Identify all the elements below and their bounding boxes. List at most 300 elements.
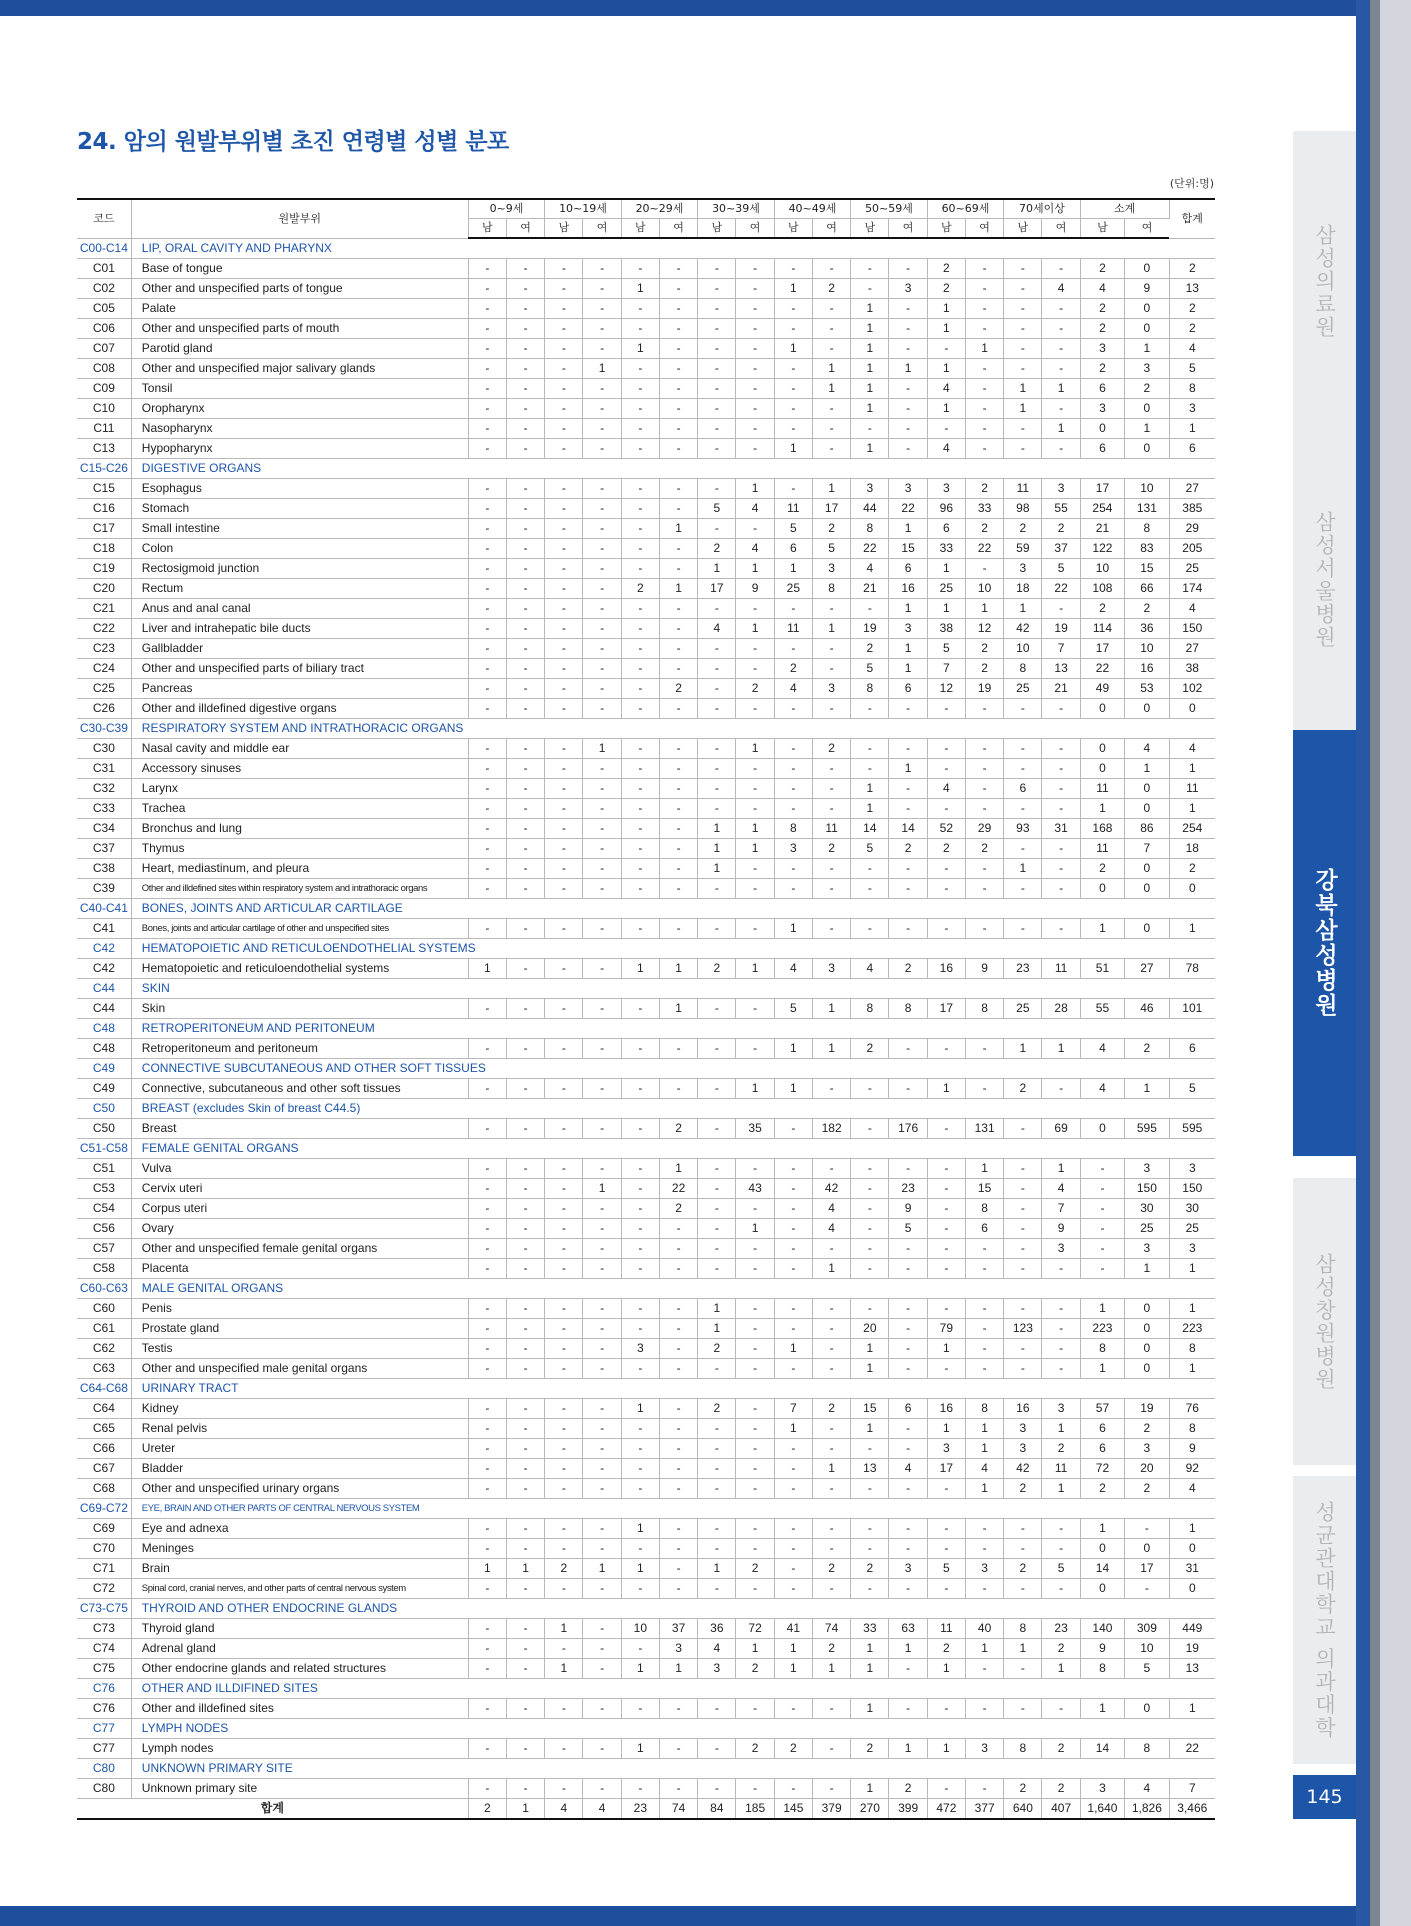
cell-value: 2 xyxy=(812,739,850,759)
cell-value: - xyxy=(889,299,927,319)
cell-value: 1 xyxy=(812,1459,850,1479)
cell-value: 2 xyxy=(1125,599,1169,619)
cell-value: - xyxy=(774,1259,812,1279)
side-tab[interactable]: 삼성서울병원 xyxy=(1293,430,1356,730)
side-tab[interactable]: 성균관대학교 의과대학 xyxy=(1293,1476,1356,1764)
cell-value: 5 xyxy=(889,1219,927,1239)
cell-value: - xyxy=(583,839,621,859)
site-name: Lymph nodes xyxy=(131,1739,468,1759)
table-row xyxy=(77,1319,1215,1339)
cell-value: - xyxy=(545,339,583,359)
cell-value: - xyxy=(621,499,659,519)
cell-value: 1 xyxy=(851,319,889,339)
cell-value: 3 xyxy=(927,479,965,499)
cell-value: 1 xyxy=(889,1639,927,1659)
cell-value: - xyxy=(583,499,621,519)
cell-value: - xyxy=(889,1659,927,1679)
cell-value: - xyxy=(1004,299,1042,319)
cell-value: - xyxy=(468,1579,506,1599)
cell-value: 2 xyxy=(621,579,659,599)
site-name: Other and unspecified urinary organs xyxy=(131,1479,468,1499)
cell-value: 2 xyxy=(1042,1739,1080,1759)
cell-value: - xyxy=(1042,1539,1080,1559)
cell-value: - xyxy=(621,299,659,319)
cell-value: - xyxy=(583,299,621,319)
cell-value: - xyxy=(545,1239,583,1259)
table-row xyxy=(77,1219,1215,1239)
group-name: MALE GENITAL ORGANS xyxy=(131,1279,1215,1299)
cell-value: 6 xyxy=(1004,779,1042,799)
cell-value: 15 xyxy=(1125,559,1169,579)
cell-value: - xyxy=(468,579,506,599)
site-name: Gallbladder xyxy=(131,639,468,659)
group-code: C50 xyxy=(77,1099,131,1119)
cell-value: 3 xyxy=(1169,399,1215,419)
table-row xyxy=(77,679,1215,699)
cell-value: 3 xyxy=(965,1739,1003,1759)
cell-value: 11 xyxy=(774,619,812,639)
cell-value: 2 xyxy=(1125,1039,1169,1059)
cell-value: - xyxy=(583,679,621,699)
cell-value: 254 xyxy=(1080,499,1124,519)
cell-value: 0 xyxy=(1080,419,1124,439)
cell-value: - xyxy=(545,599,583,619)
cell-value: - xyxy=(812,1159,850,1179)
cell-value: 4 xyxy=(1169,1479,1215,1499)
cell-value: 1 xyxy=(851,1639,889,1659)
cell-value: 10 xyxy=(1125,639,1169,659)
cell-value: - xyxy=(965,1079,1003,1099)
cell-value: - xyxy=(545,1399,583,1419)
cell-value: 2 xyxy=(1042,1639,1080,1659)
table-row xyxy=(77,1259,1215,1279)
cell-value: 4 xyxy=(698,619,736,639)
cell-value: - xyxy=(927,1119,965,1139)
header-female: 여 xyxy=(1042,219,1080,239)
cell-value: - xyxy=(659,739,697,759)
cell-value: 0 xyxy=(1125,1339,1169,1359)
cell-value: 25 xyxy=(1004,679,1042,699)
cell-value: 6 xyxy=(1080,379,1124,399)
site-code: C72 xyxy=(77,1579,131,1599)
cell-value: - xyxy=(736,259,774,279)
group-name: HEMATOPOIETIC AND RETICULOENDOTHELIAL SYSTEMS xyxy=(131,939,1215,959)
cell-value: - xyxy=(812,599,850,619)
cell-value: - xyxy=(927,739,965,759)
cell-value: 2 xyxy=(965,479,1003,499)
side-tab[interactable]: 삼성의료원 xyxy=(1293,131,1356,431)
cell-value: - xyxy=(545,919,583,939)
cell-value: - xyxy=(889,1339,927,1359)
cell-value: 1 xyxy=(812,1659,850,1679)
table-row xyxy=(77,279,1215,299)
cell-value: - xyxy=(1042,359,1080,379)
cell-value: 17 xyxy=(1080,639,1124,659)
group-row xyxy=(77,979,1215,999)
cell-value: 1 xyxy=(812,999,850,1019)
cell-value: 1 xyxy=(812,1259,850,1279)
cell-value: - xyxy=(965,1699,1003,1719)
cell-value: 69 xyxy=(1042,1119,1080,1139)
cell-value: - xyxy=(659,919,697,939)
cell-value: 1 xyxy=(774,559,812,579)
cell-value: 1 xyxy=(1169,799,1215,819)
cell-value: 30 xyxy=(1169,1199,1215,1219)
cell-value: - xyxy=(506,839,544,859)
cell-value: 8 xyxy=(1004,1619,1042,1639)
cell-value: - xyxy=(468,779,506,799)
cell-value: 1 xyxy=(1169,1299,1215,1319)
site-name: Other and unspecified major salivary glands xyxy=(131,359,468,379)
cell-value: 19 xyxy=(1125,1399,1169,1419)
cell-value: - xyxy=(698,1219,736,1239)
cell-value: - xyxy=(851,699,889,719)
cell-value: - xyxy=(659,659,697,679)
cell-value: 17 xyxy=(927,1459,965,1479)
cell-value: 1 xyxy=(468,1559,506,1579)
cell-value: - xyxy=(468,999,506,1019)
group-code: C15-C26 xyxy=(77,459,131,479)
cell-value: 17 xyxy=(812,499,850,519)
cell-value: - xyxy=(621,259,659,279)
cell-value: - xyxy=(889,859,927,879)
cell-value: 123 xyxy=(1004,1319,1042,1339)
cell-value: - xyxy=(965,299,1003,319)
cell-value: - xyxy=(851,1439,889,1459)
cell-value: 0 xyxy=(1125,919,1169,939)
cell-value: 93 xyxy=(1004,819,1042,839)
cell-value: - xyxy=(468,1619,506,1639)
cell-value: - xyxy=(621,359,659,379)
cell-value: - xyxy=(1004,1579,1042,1599)
cell-value: - xyxy=(659,1559,697,1579)
cell-value: - xyxy=(736,279,774,299)
table-row xyxy=(77,1619,1215,1639)
cell-value: - xyxy=(1042,1339,1080,1359)
cell-value: - xyxy=(927,1239,965,1259)
cell-value: - xyxy=(927,919,965,939)
cell-value: 4 xyxy=(736,539,774,559)
site-name: Other endocrine glands and related structures xyxy=(131,1659,468,1679)
table-row xyxy=(77,1179,1215,1199)
cell-value: 4 xyxy=(1125,739,1169,759)
site-name: Nasopharynx xyxy=(131,419,468,439)
cell-value: - xyxy=(506,1199,544,1219)
cell-value: - xyxy=(698,1359,736,1379)
cell-value: - xyxy=(1004,1539,1042,1559)
cell-value: - xyxy=(736,439,774,459)
cell-value: 19 xyxy=(1169,1639,1215,1659)
cell-value: 1 xyxy=(1042,1419,1080,1439)
cell-value: - xyxy=(851,1079,889,1099)
cell-value: 1 xyxy=(1080,799,1124,819)
site-code: C64 xyxy=(77,1399,131,1419)
header-age-group: 30~39세 xyxy=(698,199,775,219)
cell-value: 1 xyxy=(851,339,889,359)
site-code: C60 xyxy=(77,1299,131,1319)
total-value: 4 xyxy=(583,1799,621,1820)
cell-value: - xyxy=(965,1339,1003,1359)
cell-value: - xyxy=(545,1179,583,1199)
group-name: OTHER AND ILLDIFINED SITES xyxy=(131,1679,1215,1699)
group-row xyxy=(77,1499,1215,1519)
cell-value: 2 xyxy=(545,1559,583,1579)
cell-value: - xyxy=(659,1079,697,1099)
header-male: 남 xyxy=(545,219,583,239)
cell-value: 22 xyxy=(659,1179,697,1199)
cell-value: 1 xyxy=(927,359,965,379)
table-row xyxy=(77,419,1215,439)
cell-value: 11 xyxy=(1080,839,1124,859)
cell-value: 10 xyxy=(1080,559,1124,579)
cell-value: 23 xyxy=(1004,959,1042,979)
site-code: C16 xyxy=(77,499,131,519)
cell-value: - xyxy=(506,1479,544,1499)
cell-value: - xyxy=(506,1159,544,1179)
cell-value: - xyxy=(468,1699,506,1719)
cell-value: - xyxy=(774,879,812,899)
cell-value: - xyxy=(1004,1359,1042,1379)
group-row xyxy=(77,1019,1215,1039)
cell-value: 55 xyxy=(1042,499,1080,519)
cell-value: - xyxy=(468,339,506,359)
site-code: C37 xyxy=(77,839,131,859)
cell-value: 1 xyxy=(774,279,812,299)
cell-value: - xyxy=(506,639,544,659)
cell-value: - xyxy=(621,1699,659,1719)
cell-value: - xyxy=(774,1319,812,1339)
site-name: Skin xyxy=(131,999,468,1019)
cell-value: - xyxy=(1004,1339,1042,1359)
cell-value: - xyxy=(774,1479,812,1499)
cell-value: - xyxy=(736,659,774,679)
cell-value: - xyxy=(468,419,506,439)
cell-value: 16 xyxy=(927,959,965,979)
cell-value: - xyxy=(659,379,697,399)
header-total: 합계 xyxy=(1169,199,1215,238)
cell-value: - xyxy=(583,1119,621,1139)
cell-value: 5 xyxy=(927,639,965,659)
header-age-group: 40~49세 xyxy=(774,199,851,219)
cell-value: - xyxy=(1080,1239,1124,1259)
site-name: Other and unspecified parts of mouth xyxy=(131,319,468,339)
cell-value: - xyxy=(736,1399,774,1419)
cell-value: - xyxy=(851,859,889,879)
group-row xyxy=(77,719,1215,739)
cell-value: 1 xyxy=(736,479,774,499)
cell-value: 2 xyxy=(659,1199,697,1219)
cell-value: - xyxy=(965,739,1003,759)
cell-value: 92 xyxy=(1169,1459,1215,1479)
cell-value: - xyxy=(965,1579,1003,1599)
cell-value: - xyxy=(698,259,736,279)
cell-value: - xyxy=(1004,439,1042,459)
cell-value: - xyxy=(965,419,1003,439)
cell-value: 6 xyxy=(774,539,812,559)
site-name: Kidney xyxy=(131,1399,468,1419)
cell-value: - xyxy=(545,399,583,419)
cell-value: 21 xyxy=(851,579,889,599)
cell-value: - xyxy=(583,1039,621,1059)
cell-value: - xyxy=(1080,1259,1124,1279)
cell-value: - xyxy=(965,399,1003,419)
cell-value: - xyxy=(659,499,697,519)
cell-value: - xyxy=(583,399,621,419)
cell-value: - xyxy=(889,339,927,359)
cell-value: - xyxy=(583,999,621,1019)
group-name: SKIN xyxy=(131,979,1215,999)
cell-value: - xyxy=(583,1359,621,1379)
cell-value: - xyxy=(545,659,583,679)
cell-value: - xyxy=(468,1199,506,1219)
table-row xyxy=(77,439,1215,459)
header-male: 남 xyxy=(1080,219,1124,239)
cell-value: - xyxy=(812,1419,850,1439)
cell-value: - xyxy=(774,1439,812,1459)
site-name: Ovary xyxy=(131,1219,468,1239)
cell-value: - xyxy=(965,1299,1003,1319)
cell-value: - xyxy=(851,1119,889,1139)
cell-value: 4 xyxy=(851,959,889,979)
cell-value: 2 xyxy=(851,639,889,659)
site-name: Nasal cavity and middle ear xyxy=(131,739,468,759)
cell-value: - xyxy=(736,1299,774,1319)
site-code: C73 xyxy=(77,1619,131,1639)
cell-value: 1 xyxy=(812,359,850,379)
cell-value: 5 xyxy=(927,1559,965,1579)
group-code: C49 xyxy=(77,1059,131,1079)
cell-value: - xyxy=(506,339,544,359)
cell-value: - xyxy=(506,1079,544,1099)
cell-value: 1 xyxy=(1004,1039,1042,1059)
site-code: C19 xyxy=(77,559,131,579)
table-row xyxy=(77,779,1215,799)
cell-value: - xyxy=(774,1699,812,1719)
table-body xyxy=(77,238,1215,1819)
site-code: C58 xyxy=(77,1259,131,1279)
cell-value: 1 xyxy=(621,1559,659,1579)
cell-value: - xyxy=(812,1779,850,1799)
cell-value: 1 xyxy=(1080,919,1124,939)
cell-value: 1 xyxy=(583,359,621,379)
cell-value: - xyxy=(545,499,583,519)
cell-value: - xyxy=(698,759,736,779)
cell-value: - xyxy=(621,659,659,679)
cell-value: 49 xyxy=(1080,679,1124,699)
cell-value: - xyxy=(659,419,697,439)
group-row xyxy=(77,1099,1215,1119)
cell-value: 1 xyxy=(889,659,927,679)
cell-value: - xyxy=(889,1079,927,1099)
cell-value: - xyxy=(965,759,1003,779)
cell-value: - xyxy=(468,399,506,419)
cell-value: 131 xyxy=(1125,499,1169,519)
cell-value: - xyxy=(468,1739,506,1759)
cell-value: - xyxy=(1042,1319,1080,1339)
side-tab[interactable]: 삼성창원병원 xyxy=(1293,1178,1356,1465)
cell-value: 1 xyxy=(927,319,965,339)
site-name: Colon xyxy=(131,539,468,559)
table-row xyxy=(77,839,1215,859)
cell-value: - xyxy=(736,299,774,319)
cell-value: 10 xyxy=(621,1619,659,1639)
site-name: Bones, joints and articular cartilage of other and unspecified sites xyxy=(131,919,468,939)
cell-value: 4 xyxy=(1169,339,1215,359)
cell-value: - xyxy=(583,559,621,579)
cell-value: - xyxy=(583,1439,621,1459)
cell-value: 8 xyxy=(851,519,889,539)
cell-value: - xyxy=(774,1179,812,1199)
cell-value: - xyxy=(621,519,659,539)
cell-value: 4 xyxy=(1169,739,1215,759)
cell-value: 11 xyxy=(1042,959,1080,979)
cell-value: 96 xyxy=(927,499,965,519)
cell-value: 150 xyxy=(1125,1179,1169,1199)
cell-value: - xyxy=(468,539,506,559)
cell-value: - xyxy=(927,879,965,899)
table-row xyxy=(77,319,1215,339)
cell-value: - xyxy=(506,399,544,419)
cell-value: 150 xyxy=(1169,1179,1215,1199)
cell-value: 4 xyxy=(1080,1079,1124,1099)
cell-value: - xyxy=(506,499,544,519)
table-row xyxy=(77,1559,1215,1579)
site-name: Cervix uteri xyxy=(131,1179,468,1199)
cell-value: 8 xyxy=(965,1399,1003,1419)
cell-value: - xyxy=(736,379,774,399)
table-row xyxy=(77,759,1215,779)
cell-value: 2 xyxy=(965,639,1003,659)
cell-value: 42 xyxy=(1004,1459,1042,1479)
header-age-group: 10~19세 xyxy=(545,199,622,219)
cell-value: - xyxy=(583,1699,621,1719)
cell-value: 6 xyxy=(1169,439,1215,459)
cell-value: - xyxy=(506,1299,544,1319)
cell-value: 2 xyxy=(659,679,697,699)
site-code: C18 xyxy=(77,539,131,559)
header-age-group: 50~59세 xyxy=(851,199,928,219)
cell-value: 4 xyxy=(774,679,812,699)
cell-value: 4 xyxy=(927,379,965,399)
cell-value: 79 xyxy=(927,1319,965,1339)
cell-value: - xyxy=(736,639,774,659)
cell-value: 1 xyxy=(621,339,659,359)
cell-value: 1 xyxy=(621,1739,659,1759)
cell-value: - xyxy=(965,359,1003,379)
side-tab[interactable]: 강북삼성병원 xyxy=(1293,730,1356,1156)
cell-value: 2 xyxy=(965,519,1003,539)
cell-value: 4 xyxy=(774,959,812,979)
cell-value: - xyxy=(545,379,583,399)
cell-value: 53 xyxy=(1125,679,1169,699)
cell-value: - xyxy=(545,519,583,539)
cell-value: - xyxy=(583,1459,621,1479)
cell-value: - xyxy=(545,419,583,439)
cell-value: - xyxy=(621,1039,659,1059)
table-row xyxy=(77,559,1215,579)
cell-value: - xyxy=(812,1479,850,1499)
cell-value: 1 xyxy=(774,1339,812,1359)
cell-value: - xyxy=(812,699,850,719)
cell-value: 1 xyxy=(698,1559,736,1579)
cell-value: - xyxy=(1004,839,1042,859)
total-value: 3,466 xyxy=(1169,1799,1215,1820)
cell-value: 1 xyxy=(659,999,697,1019)
cell-value: 8 xyxy=(889,999,927,1019)
cell-value: - xyxy=(468,819,506,839)
cell-value: - xyxy=(965,439,1003,459)
cell-value: - xyxy=(1125,1519,1169,1539)
